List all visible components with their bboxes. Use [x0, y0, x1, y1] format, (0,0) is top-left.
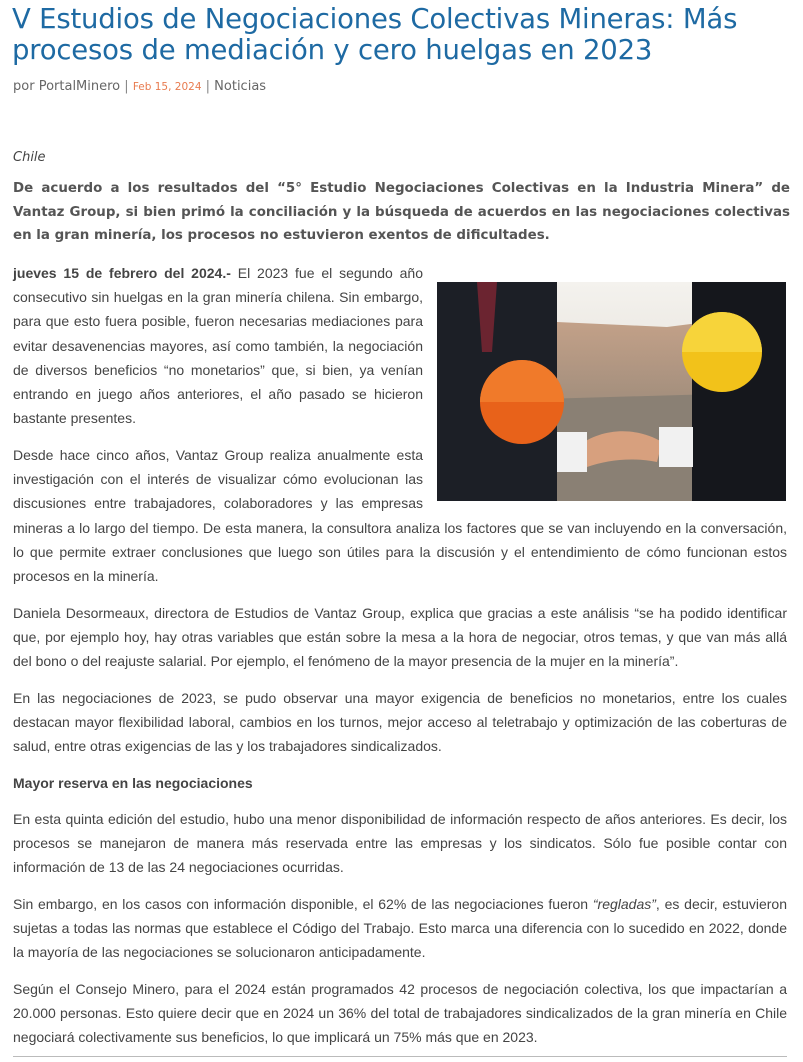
author-link[interactable]: PortalMinero: [38, 79, 121, 94]
paragraph-6-text-end: , es decir, estuvieron sujetas a todas las normas que establece el Código del Trabajo. Esto marca una diferencia con lo sucedido en 2022, donde la mayoría de las negociaciones se solucionaron anticipadamente.: [13, 895, 787, 961]
dateline: jueves 15 de febrero del 2024.-: [13, 265, 231, 281]
handshake-hardhats-image: [437, 282, 786, 501]
article-title: V Estudios de Negociaciones Colectivas Mineras: Más procesos de mediación y cero huelgas en 2023: [12, 3, 738, 66]
publish-date: Feb 15, 2024: [132, 81, 202, 93]
paragraph-4: En las negociaciones de 2023, se pudo observar una mayor exigencia de beneficios no monetarios, entre los cuales destacan mayor flexibilidad laboral, cambios en los turnos, mejor acceso al teletrabajo y optimización de las coberturas de salud, entre otras exigencias de las y los trabajadores sindicalizados.: [13, 689, 787, 755]
paragraph-6: [13, 892, 787, 965]
byline-prefix: por: [13, 79, 35, 94]
section-subheading: Mayor reserva en las negociaciones: [13, 774, 253, 791]
paragraph-2: Desde hace cinco años, Vantaz Group realiza anualmente esta investigación con el interés de visualizar cómo evolucionan las discusiones entre trabajadores, colaboradores y las empresas mineras a lo largo del tiempo. De esta manera, la consultora analiza los factores que se van incluyendo en la conversación, lo que permite extraer conclusiones que luego son útiles para la discusión y el entendimiento de cómo funcionan estos procesos en la minería.: [13, 446, 787, 584]
emphasis-regladas: “regladas”: [592, 895, 656, 912]
article-meta: [13, 79, 266, 94]
paragraph-1: [13, 261, 787, 430]
paragraph-6-text: Sin embargo, en los casos con información disponible, el 62% de las negociaciones fueron: [13, 895, 593, 912]
location-tag: Chile: [13, 150, 46, 165]
paragraph-5: En esta quinta edición del estudio, hubo una menor disponibilidad de información respecto de años anteriores. Es decir, los procesos se manejaron de manera más reservada entre las empresas y los sindicatos. Sólo fue posible contar con información de 13 de las 24 negociaciones ocurridas.: [13, 810, 787, 876]
paragraph-7: Según el Consejo Minero, para el 2024 están programados 42 procesos de negociación colectiva, los que impactarían a 20.000 personas. Esto quiere decir que en 2024 un 36% del total de trabajadores sindicalizados de la gran minería en Chile negociará colectivamente sus beneficios, lo que implicará un 75% más que en 2023.: [13, 981, 787, 1046]
category-link[interactable]: Noticias: [214, 79, 267, 94]
divider: [13, 1056, 787, 1057]
meta-separator: |: [124, 79, 129, 94]
paragraph-3: Daniela Desormeaux, directora de Estudios de Vantaz Group, explica que gracias a este análisis “se ha podido identificar que, por ejemplo hoy, hay otras variables que están sobre la mesa a la hora de negociar, otros temas, y que van más allá del bono o del reajuste salarial. Por ejemplo, el fenómeno de la mayor presencia de la mujer en la minería”.: [13, 604, 787, 670]
paragraph-1-text: El 2023 fue el segundo año consecutivo sin huelgas en la gran minería chilena. Sin embargo, para que esto fuera posible, fueron necesarias mediaciones para evitar desavenencias mayores, así como también, la negociación de diversos beneficios “no monetarios” que, si bien, ya venían entrando en juego años anteriores, el año pasado se hicieron bastante presentes.: [13, 265, 423, 427]
article-body: [13, 261, 787, 1062]
meta-separator: |: [205, 79, 211, 94]
article-lead: De acuerdo a los resultados del “5° Estudio Negociaciones Colectivas en la Industria Minera” de Vantaz Group, si bien primó la conciliación y la búsqueda de acuerdos en las negociaciones colectivas en la gran minería, los procesos no estuvieron exentos de dificultades.: [13, 181, 790, 244]
handshake-photo: [437, 282, 786, 501]
